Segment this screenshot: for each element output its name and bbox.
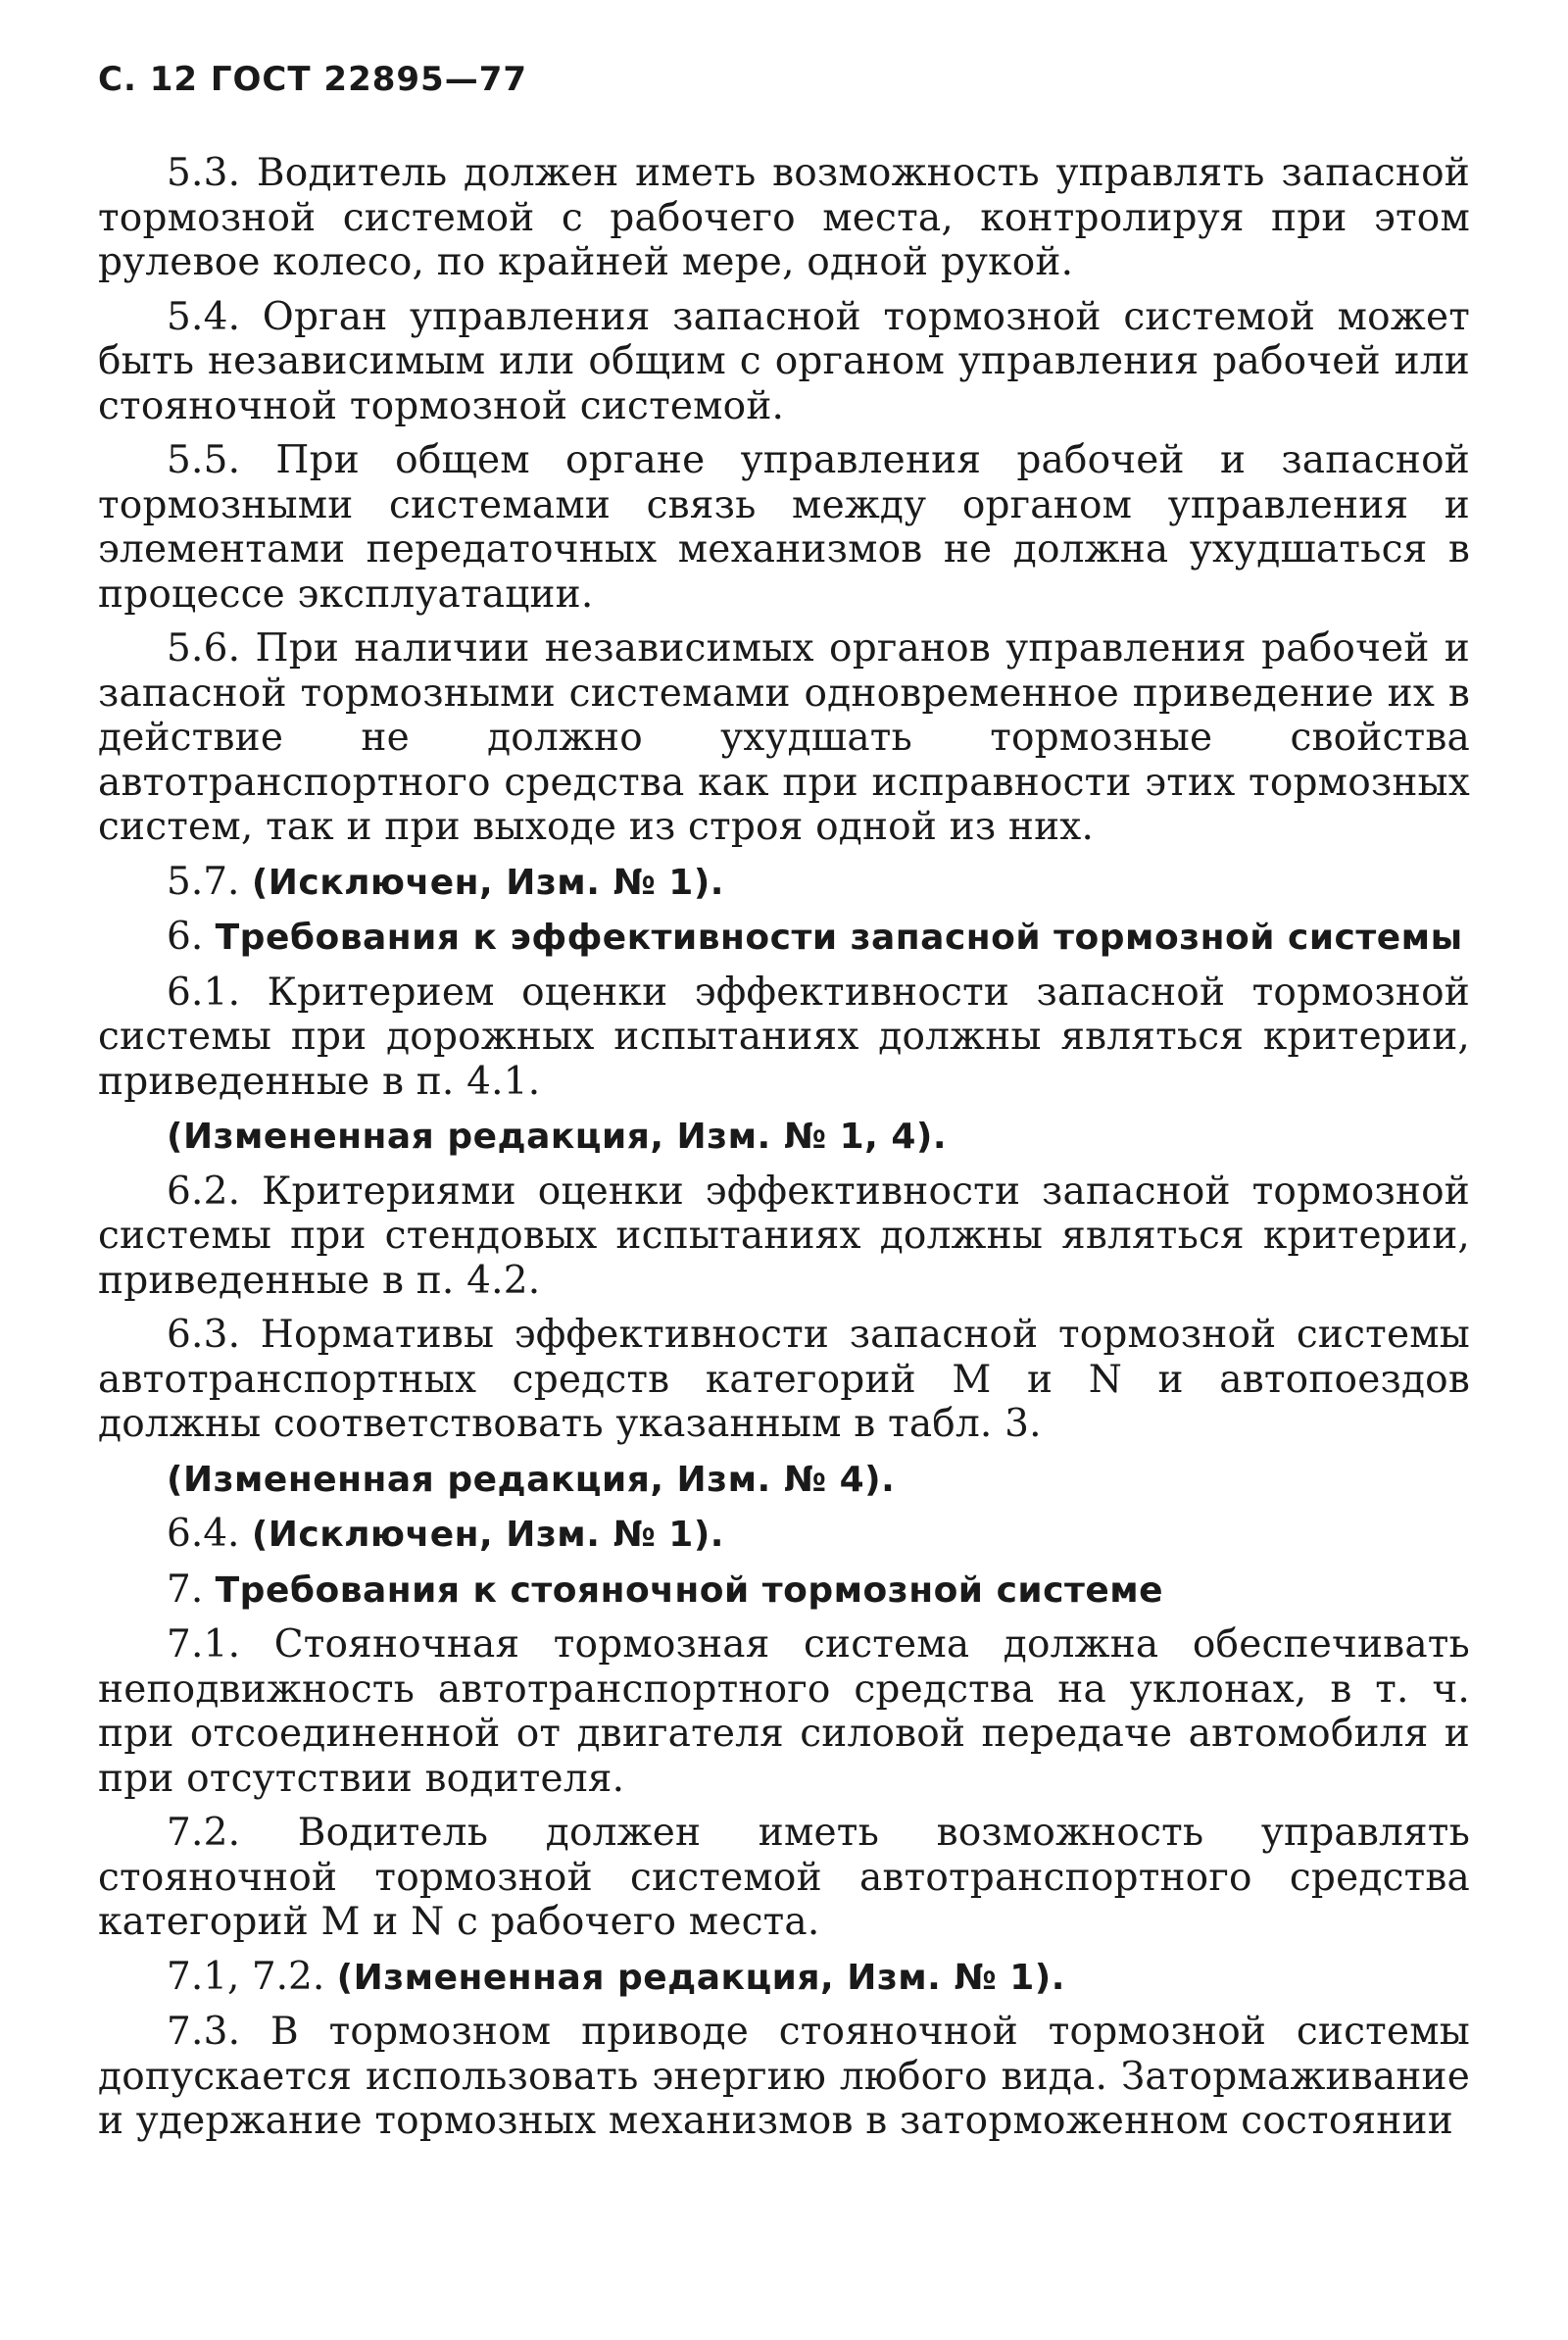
section-title: Требования к стояночной тормозной системе (215, 1569, 1164, 1611)
section-number: 7. (167, 1567, 204, 1612)
note-number: 5.7. (167, 859, 240, 904)
paragraph-5-5: 5.5. При общем органе управления рабочей и запасной тормозными системами связь между органом управления и элементами передаточных механизмов не должна ухудшаться в процессе эксплуатации. (98, 438, 1470, 617)
note-number: 7.1, 7.2. (167, 1954, 325, 1999)
note-6-1-amended (98, 1114, 1470, 1160)
section-heading-6 (98, 915, 1470, 961)
note-text: (Исключен, Изм. № 1). (251, 862, 724, 903)
paragraph-6-2: 6.2. Критериями оценки эффективности запасной тормозной системы при стендовых испытаниях должны являться критерии, приведенные в п. 4.2. (98, 1169, 1470, 1303)
paragraph-5-4: 5.4. Орган управления запасной тормозной системой может быть независимым или общим с органом управления рабочей или стояночной тормозной системой. (98, 294, 1470, 428)
note-text: (Измененная редакция, Изм. № 1). (336, 1957, 1065, 1998)
note-7-1-7-2 (98, 1955, 1470, 2001)
section-heading-7 (98, 1568, 1470, 1614)
note-number: 6.4. (167, 1512, 240, 1556)
note-6-3-amended (98, 1457, 1470, 1503)
note-5-7 (98, 860, 1470, 906)
page-header: С. 12 ГОСТ 22895—77 (98, 60, 528, 99)
paragraph-7-2: 7.2. Водитель должен иметь возможность управлять стояночной тормозной системой автотранспортного средства категорий M и N с рабочего места. (98, 1811, 1470, 1944)
paragraph-6-3: 6.3. Нормативы эффективности запасной тормозной системы автотранспортных средств категорий M и N и автопоездов должны соответствовать указанным в табл. 3. (98, 1313, 1470, 1446)
note-6-4 (98, 1512, 1470, 1558)
paragraph-5-6: 5.6. При наличии независимых органов управления рабочей и запасной тормозными системами одновременное приведение их в действие не должно ухудшать тормозные свойства автотранспортного средства как при исправности этих тормозных систем, так и при выходе из строя одной из них. (98, 626, 1470, 849)
paragraph-6-1: 6.1. Критерием оценки эффективности запасной тормозной системы при дорожных испытаниях должны являться критерии, приведенные в п. 4.1. (98, 970, 1470, 1104)
section-title: Требования к эффективности запасной тормозной системы (215, 918, 1463, 958)
note-text: (Исключен, Изм. № 1). (251, 1515, 724, 1555)
note-text: (Измененная редакция, Изм. № 1, 4). (167, 1117, 947, 1157)
section-number: 6. (167, 915, 204, 959)
paragraph-5-3: 5.3. Водитель должен иметь возможность управлять запасной тормозной системой с рабочего места, контролируя при этом рулевое колесо, по крайней мере, одной рукой. (98, 151, 1470, 284)
paragraph-7-1: 7.1. Стояночная тормозная система должна обеспечивать неподвижность автотранспортного средства на уклонах, в т. ч. при отсоединенной от двигателя силовой передаче автомобиля и при отсутствии водителя. (98, 1622, 1470, 1801)
note-text: (Измененная редакция, Изм. № 4). (167, 1459, 896, 1500)
paragraph-7-3: 7.3. В тормозном приводе стояночной тормозной системы допускается использовать энергию любого вида. Затормаживание и удержание тормозных механизмов в заторможенном состоянии (98, 2010, 1470, 2143)
